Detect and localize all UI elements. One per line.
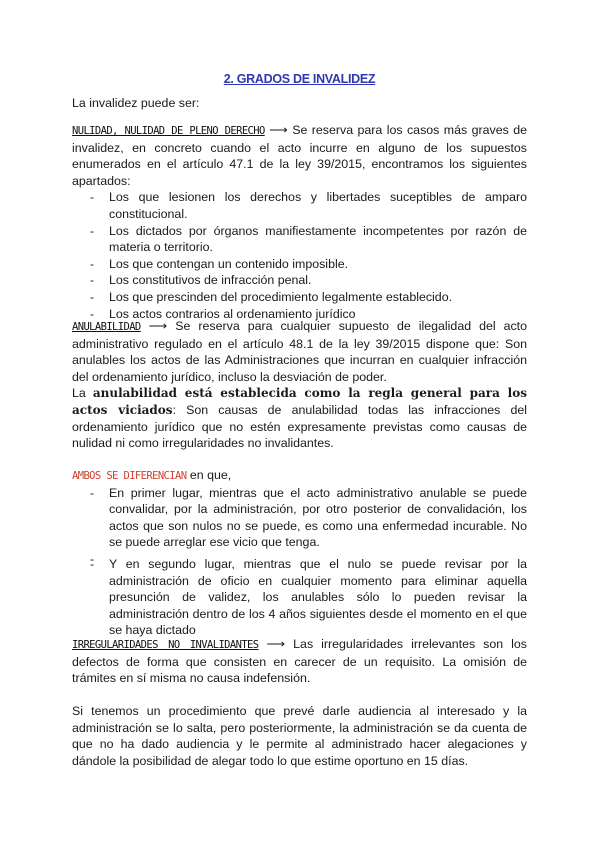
closing-paragraph: Si tenemos un procedimiento que prevé darle audiencia al interesado y la administración se lo salta, pero posteriormente, la administración se da cuenta de que no ha dado audiencia y le permite al administrado hacer alegaciones y dándole la posibilidad de alegar todo lo que estime oportuno en 15 días. bbox=[72, 704, 527, 768]
anulabilidad-bold-text: anulabilidad está establecida como la regla general para los actos viciados bbox=[72, 386, 527, 417]
list-item: - En primer lugar, mientras que el acto administrativo anulable se puede convalidar, por la administración, por otro posterior de convalidación, los actos que son nulos no se puede, es como una enfermedad incurable. No se puede arreglar ese vicio que tenga. bbox=[72, 485, 527, 551]
nulidad-heading: NULIDAD, NULIDAD DE PLENO DERECHO bbox=[72, 125, 265, 137]
anulabilidad-paragraph bbox=[72, 318, 527, 385]
list-item: - Los dictados por órganos manifiestamente incompetentes por razón de materia o territorio. bbox=[72, 223, 527, 256]
nulidad-list bbox=[72, 189, 527, 322]
irregularidades-heading: IRREGULARIDADES NO INVALIDANTES bbox=[72, 639, 259, 651]
anulabilidad-paragraph-2 bbox=[72, 385, 527, 451]
nulidad-paragraph bbox=[72, 122, 527, 189]
diferencias-paragraph bbox=[72, 467, 527, 485]
anulabilidad-text: Se reserva para cualquier supuesto de ilegalidad del acto administrativo regulado en el artículo 48.1 de la ley 39/2015 dispone que: Son anulables los actos de las Administraciones que incurran en cualquier infracción del ordenamiento jurídico, incluso la desviación de poder. bbox=[72, 319, 527, 384]
arrow-icon: ⟶ bbox=[269, 122, 288, 137]
list-item: - Los que contengan un contenido imposible. bbox=[72, 256, 527, 273]
diferencias-heading: AMBOS SE DIFERENCIAN bbox=[72, 470, 187, 482]
diferencias-section bbox=[72, 467, 527, 639]
irregularidades-text: Las irregularidades irrelevantes son los defectos de forma que consisten en carecer de un requisito. La omisión de trámites en sí misma no causa indefensión. bbox=[72, 637, 527, 686]
page-title: 2. GRADOS DE INVALIDEZ bbox=[223, 72, 376, 86]
diferencias-text: en que, bbox=[186, 468, 232, 482]
irregularidades-section bbox=[72, 636, 527, 687]
list-item: - Y en segundo lugar, mientras que el nulo se puede revisar por la administración de oficio en cualquier momento para eliminar aquella presunción de validez, los anulables sólo lo pueden revisar la administración dentro de los 4 años siguientes desde el momento en el que se haya dictado bbox=[72, 556, 527, 639]
diferencias-list bbox=[72, 485, 527, 639]
nulidad-text: Se reserva para los casos más graves de invalidez, en concreto cuando el acto incurre en alguno de los supuestos enumerados en el artículo 47.1 de la ley 39/2015, encontramos los siguientes apartados: bbox=[72, 123, 527, 188]
intro-text: La invalidez puede ser: bbox=[72, 96, 200, 110]
list-item: - Los que prescinden del procedimiento legalmente establecido. bbox=[72, 289, 527, 306]
arrow-icon: ⟶ bbox=[266, 636, 286, 651]
list-item: - Los actos contrarios al ordenamiento jurídico bbox=[72, 306, 527, 323]
anulabilidad-section bbox=[72, 318, 527, 452]
anulabilidad-p2-prefix: La bbox=[72, 386, 93, 401]
nulidad-section bbox=[72, 122, 527, 322]
anulabilidad-heading: ANULABILIDAD bbox=[72, 321, 141, 333]
arrow-icon: ⟶ bbox=[148, 318, 168, 333]
anulabilidad-p2-rest: : Son causas de anulabilidad todas las infracciones del ordenamiento jurídico que no estén expresamente previstas como causas de nulidad ni como irregularidades no invalidantes. bbox=[72, 402, 527, 451]
list-item: - Los constitutivos de infracción penal. bbox=[72, 272, 527, 289]
list-item: - Los que lesionen los derechos y libertades suceptibles de amparo constitucional. bbox=[72, 189, 527, 222]
